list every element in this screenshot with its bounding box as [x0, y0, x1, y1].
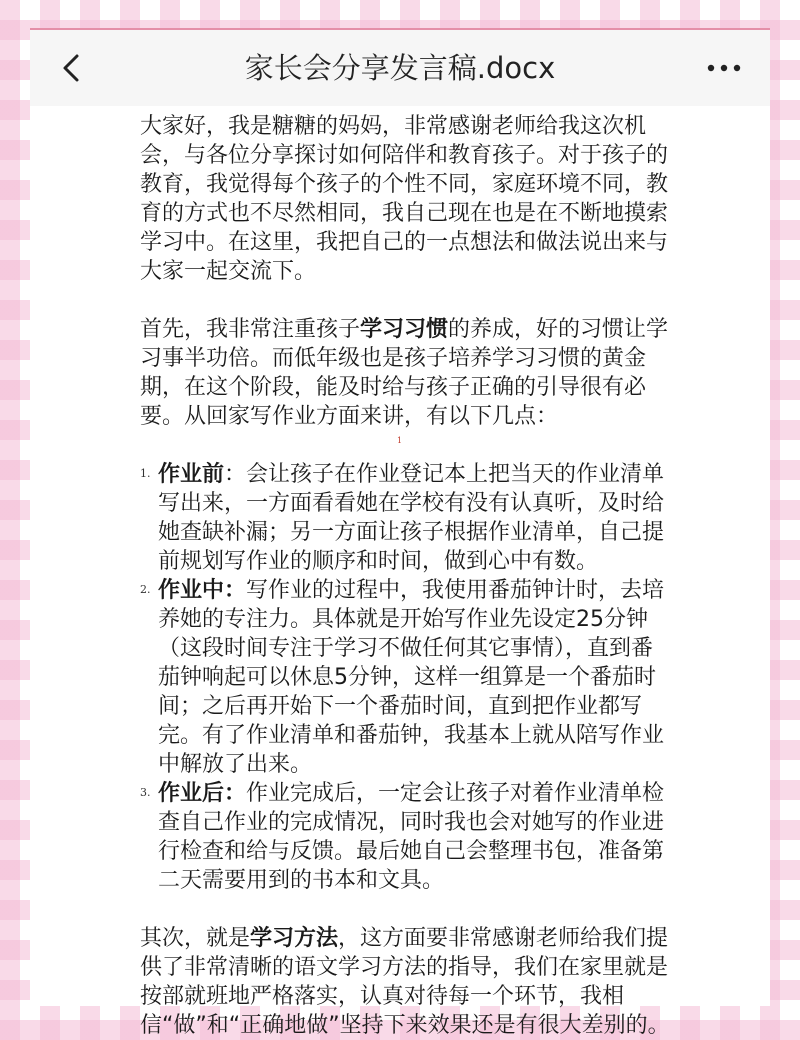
nav-bar — [30, 30, 770, 106]
study-habit-keyword: 学习习惯 — [360, 317, 449, 342]
list-item-text: 会让孩子在作业登记本上把当天的作业清单写出来，一方面看看她在学校有没有认真听，及时给她查缺补漏；另一方面让孩子根据作业清单，自己提前规划写作业的顺序和时间，做到心中有数。 — [158, 462, 665, 574]
study-method-keyword: 学习方法 — [250, 926, 339, 951]
habit-text-end: 的养成，好的习惯让学习事半功倍。而低年级也是孩子培养学习习惯的黄金期，在这个阶段，能及时给与孩子正确的引导很有必要。从回家写作业方面来讲，有以下几点： — [140, 317, 669, 429]
method-paragraph — [140, 924, 670, 1040]
list-number: 1. — [140, 467, 151, 480]
list-item — [140, 460, 670, 576]
document-viewer — [30, 28, 770, 1038]
list-number: 2. — [140, 583, 151, 596]
list-item-title: 作业前 — [158, 462, 225, 487]
intro-paragraph: 大家好，我是糖糖的妈妈，非常感谢老师给我这次机会，与各位分享探讨如何陪伴和教育孩子。对于孩子的教育，我觉得每个孩子的个性不同，家庭环境不同，教育的方式也不尽然相同，我自己现在也是在不断地摸索学习中。在这里，我把自己的一点想法和做法说出来与大家一起交流下。 — [140, 114, 669, 284]
method-text-end: ，这方面要非常感谢老师给我们提供了非常清晰的语文学习方法的指导，我们在家里就是按部就班地严格落实，认真对待每一个环节，我相信“做”和“正确地做”坚持下来效果还是有很大差别的。 — [140, 926, 670, 1038]
list-item — [140, 779, 670, 895]
habit-paragraph — [140, 315, 670, 431]
list-item — [140, 576, 670, 779]
more-horizontal-icon — [704, 58, 744, 78]
document-title: 家长会分享发言稿.docx — [244, 51, 556, 85]
more-button[interactable] — [704, 58, 744, 78]
paragraph-spacer — [140, 895, 670, 924]
paragraph-spacer — [140, 286, 670, 315]
list-item-title: 作业中： — [158, 578, 247, 603]
paragraph-spacer — [140, 431, 670, 460]
habit-text-start: 首先，我非常注重孩子 — [140, 317, 361, 342]
document-body — [140, 112, 670, 1040]
list-item-separator: ： — [224, 462, 247, 487]
list-item-title: 作业后： — [158, 781, 247, 806]
back-button[interactable] — [52, 48, 92, 88]
chevron-left-icon — [52, 48, 92, 88]
list-item-text: 作业完成后，一定会让孩子对着作业清单检查自己作业的完成情况，同时我也会对她写的作业进行检查和给与反馈。最后她自己会整理书包，准备第二天需要用到的书本和文具。 — [158, 781, 665, 893]
list-item-text: 写作业的过程中，我使用番茄钟计时，去培养她的专注力。具体就是开始写作业先设定25分钟（这段时间专注于学习不做任何其它事情），直到番茄钟响起可以休息5分钟，这样一组算是一个番茄时间；之后再开始下一个番茄时间，直到把作业都写完。有了作业清单和番茄钟，我基本上就从陪写作业中解放了出来。 — [158, 578, 665, 777]
list-number: 3. — [140, 786, 151, 799]
method-text-start: 其次，就是 — [140, 926, 251, 951]
page-mark: 1 — [397, 436, 403, 445]
